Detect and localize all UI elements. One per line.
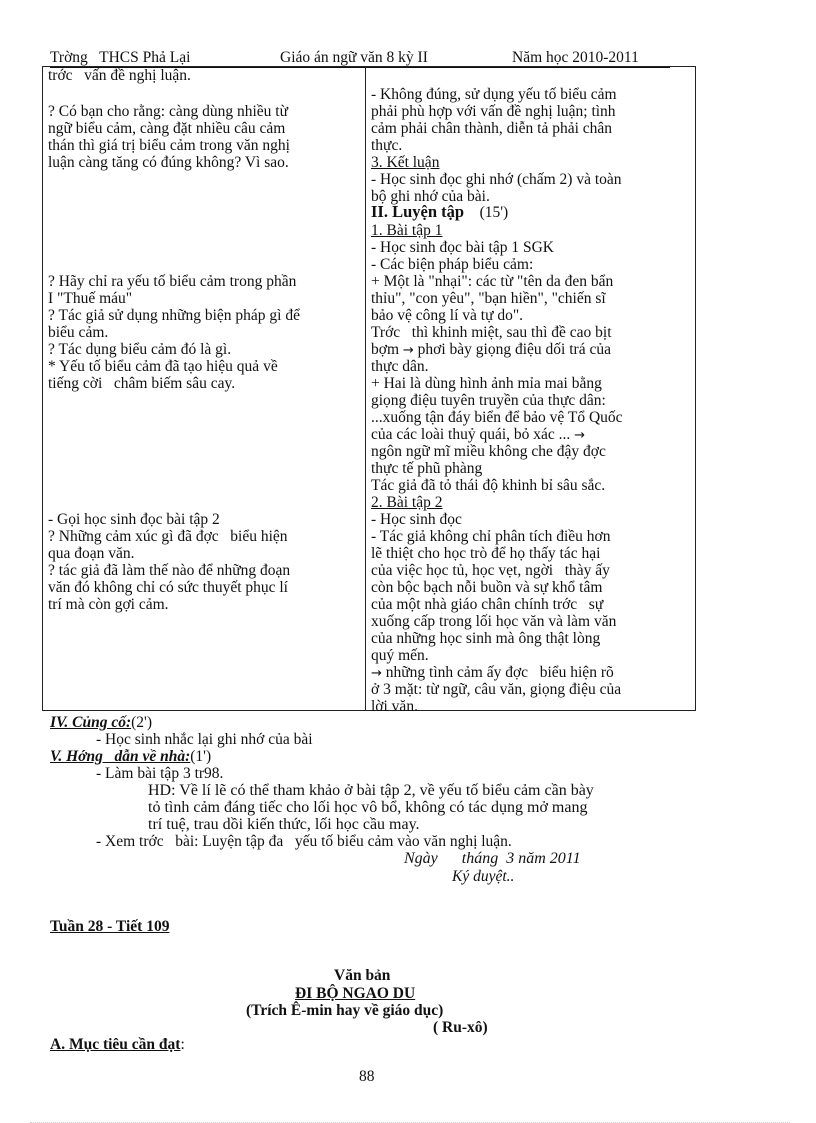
student-line: 3. Kết luận xyxy=(371,154,440,171)
student-line: - Học sinh đọc ghi nhớ (chấm 2) và toàn xyxy=(371,171,622,188)
teacher-line: ? Tác giả sử dụng những biện pháp gì để xyxy=(48,307,300,324)
student-line: giọng điệu tuyên truyền của thực dân: xyxy=(371,392,606,409)
lesson-genre: Văn bản xyxy=(334,967,391,984)
arrow-right-icon: → xyxy=(402,343,414,358)
lesson-author: ( Ru-xô) xyxy=(433,1019,488,1036)
arrow-line-1-start: bợm xyxy=(371,341,400,358)
student-line: - Học sinh đọc xyxy=(371,511,462,528)
teacher-line: ? Hãy chỉ ra yếu tố biểu cảm trong phần xyxy=(48,273,297,290)
homework-hd-2: tỏ tình cảm đáng tiếc cho lối học vô bổ, không có tác dụng mở mang xyxy=(148,799,588,816)
arrow-right-icon: → xyxy=(574,428,586,443)
student-activity-column xyxy=(366,67,696,715)
homework-heading-line xyxy=(50,748,211,765)
student-line: xuống cấp trong lối học văn và làm văn xyxy=(371,613,617,630)
student-line: thực. xyxy=(371,137,403,154)
homework-time: (1') xyxy=(190,748,212,765)
student-line: cảm phải chân thành, diễn tả phải chân xyxy=(371,120,613,137)
teacher-line: tiếng cời châm biếm sâu cay. xyxy=(48,375,236,392)
lesson-table xyxy=(42,66,696,715)
practice-heading: II. Luyện tập xyxy=(371,202,465,221)
student-line: - Không đúng, sử dụng yếu tố biểu cảm xyxy=(371,86,617,103)
page-number: 88 xyxy=(359,1068,375,1085)
student-line: - Tác giả không chỉ phân tích điều hơn xyxy=(371,528,611,545)
homework-hd-1: HD: Về lí lẽ có thể tham khảo ở bài tập 2, về yếu tố biểu cảm cần bày xyxy=(148,782,594,799)
teacher-line: trớc vấn đề nghị luận. xyxy=(48,67,191,84)
lesson-week: Tuần 28 - Tiết 109 xyxy=(50,918,170,935)
student-line: lẽ thiệt cho học trò để họ thấy tác hại xyxy=(371,545,601,562)
teacher-line: * Yếu tố biểu cảm đã tạo hiệu quả về xyxy=(48,358,278,375)
teacher-line: luận càng tăng có đúng không? Vì sao. xyxy=(48,154,289,171)
teacher-activity-column xyxy=(43,67,366,711)
student-line: của những học sinh mà ông thật lòng xyxy=(371,630,601,647)
student-line: của một nhà giáo chân chính trớc sự xyxy=(371,596,604,613)
signature-date: Ngày tháng 3 năm 2011 xyxy=(404,850,581,867)
teacher-line: trí mà còn gợi cảm. xyxy=(48,596,169,613)
student-line: ở 3 mặt: từ ngữ, câu văn, giọng điệu của xyxy=(371,681,622,698)
teacher-line: I "Thuế máu" xyxy=(48,290,133,307)
header-year: Năm học 2010-2011 xyxy=(512,49,639,66)
lesson-title: ĐI BỘ NGAO DU xyxy=(295,985,416,1002)
homework-line-2: - Xem trớc bài: Luyện tập đa yếu tố biểu cảm vào văn nghị luận. xyxy=(96,833,512,850)
consolidation-heading-line xyxy=(50,714,152,731)
student-line: lời văn. xyxy=(371,698,418,715)
homework-hd-3: trí tuệ, trau dồi kiến thức, lối học cầu may. xyxy=(148,816,420,833)
student-line: thực dân. xyxy=(371,358,429,375)
objective-line xyxy=(50,1036,185,1053)
arrow-line-1 xyxy=(371,341,611,359)
left-column-content xyxy=(48,67,360,710)
arrow-line-3-rest: những tình cảm ấy đợc biểu hiện rõ xyxy=(385,664,614,681)
student-line: + Một là "nhại": các từ "tên da đen bẩn xyxy=(371,273,614,290)
student-line: phải phù hợp với vấn đề nghị luận; tình xyxy=(371,103,616,120)
teacher-line: ? Có bạn cho rằng: càng dùng nhiều từ xyxy=(48,103,288,120)
objective-heading: A. Mục tiêu cần đạt xyxy=(50,1036,181,1053)
teacher-line: thán thì giá trị biểu cảm trong văn nghị xyxy=(48,137,290,154)
signature-approved: Ký duyệt.. xyxy=(452,868,515,885)
right-column-content xyxy=(371,67,690,715)
arrow-right-icon: → xyxy=(371,666,382,681)
student-line: 2. Bài tập 2 xyxy=(371,494,443,511)
header-school: Trờng THCS Phả Lại xyxy=(50,49,191,66)
student-line: bảo vệ công lí và tự do". xyxy=(371,307,524,324)
teacher-line: - Gọi học sinh đọc bài tập 2 xyxy=(48,511,220,528)
teacher-line: biểu cảm. xyxy=(48,324,109,341)
student-line: của việc học tủ, học vẹt, ngời thày ấy xyxy=(371,562,610,579)
student-line: bộ ghi nhớ của bài. xyxy=(371,188,490,205)
teacher-line: qua đoạn văn. xyxy=(48,545,135,562)
homework-line-1: - Làm bài tập 3 tr98. xyxy=(96,765,224,782)
teacher-line: văn đó không chỉ có sức thuyết phục lí xyxy=(48,579,288,596)
student-line: còn bộc bạch nỗi buồn và sự khổ tâm xyxy=(371,579,603,596)
student-line: thỉu", "con yêu", "bạn hiền", "chiến sĩ xyxy=(371,290,606,307)
student-line: 1. Bài tập 1 xyxy=(371,222,443,239)
arrow-line-2-text: của các loài thuỷ quái, bỏ xác ... xyxy=(371,426,571,443)
homework-heading: V. Hớng dẫn về nhà: xyxy=(50,748,191,765)
consolidation-time: (2') xyxy=(131,714,152,731)
consolidation-line: - Học sinh nhắc lại ghi nhớ của bài xyxy=(96,731,313,748)
arrow-line-1-rest: phơi bày giọng điệu dối trá của xyxy=(417,341,611,358)
practice-time: (15') xyxy=(479,204,509,221)
student-line: ngôn ngữ mĩ miều không che đậy đợc xyxy=(371,443,606,460)
student-line: Tác giả đã tỏ thái độ khinh bỉ sâu sắc. xyxy=(371,477,606,494)
teacher-line: ? tác giả đã làm thế nào để những đoạn xyxy=(48,562,291,579)
objective-colon: : xyxy=(180,1036,185,1053)
student-line: + Hai là dùng hình ảnh mỉa mai bằng xyxy=(371,375,602,392)
lesson-subtitle: (Trích Ê-min hay về giáo dục) xyxy=(246,1002,444,1019)
student-line: Trớc thì khinh miệt, sau thì đề cao bịt xyxy=(371,324,612,341)
student-line: - Học sinh đọc bài tập 1 SGK xyxy=(371,239,554,256)
student-line: quý mến. xyxy=(371,647,429,664)
header-title: Giáo án ngữ văn 8 kỳ II xyxy=(280,49,428,66)
student-line: - Các biện pháp biểu cảm: xyxy=(371,256,534,273)
teacher-line: ngữ biểu cảm, càng đặt nhiều câu cảm xyxy=(48,120,286,137)
arrow-line-2 xyxy=(371,426,585,444)
student-line: thực tế phũ phàng xyxy=(371,460,483,477)
teacher-line: ? Tác dụng biểu cảm đó là gì. xyxy=(48,341,232,358)
arrow-line-3 xyxy=(371,664,614,682)
teacher-line: ? Những cảm xúc gì đã đợc biểu hiện xyxy=(48,528,288,545)
practice-heading-line xyxy=(371,203,508,221)
consolidation-heading: IV. Củng cố: xyxy=(50,714,132,731)
student-line: ...xuống tận đáy biển để bảo vệ Tổ Quốc xyxy=(371,409,623,426)
